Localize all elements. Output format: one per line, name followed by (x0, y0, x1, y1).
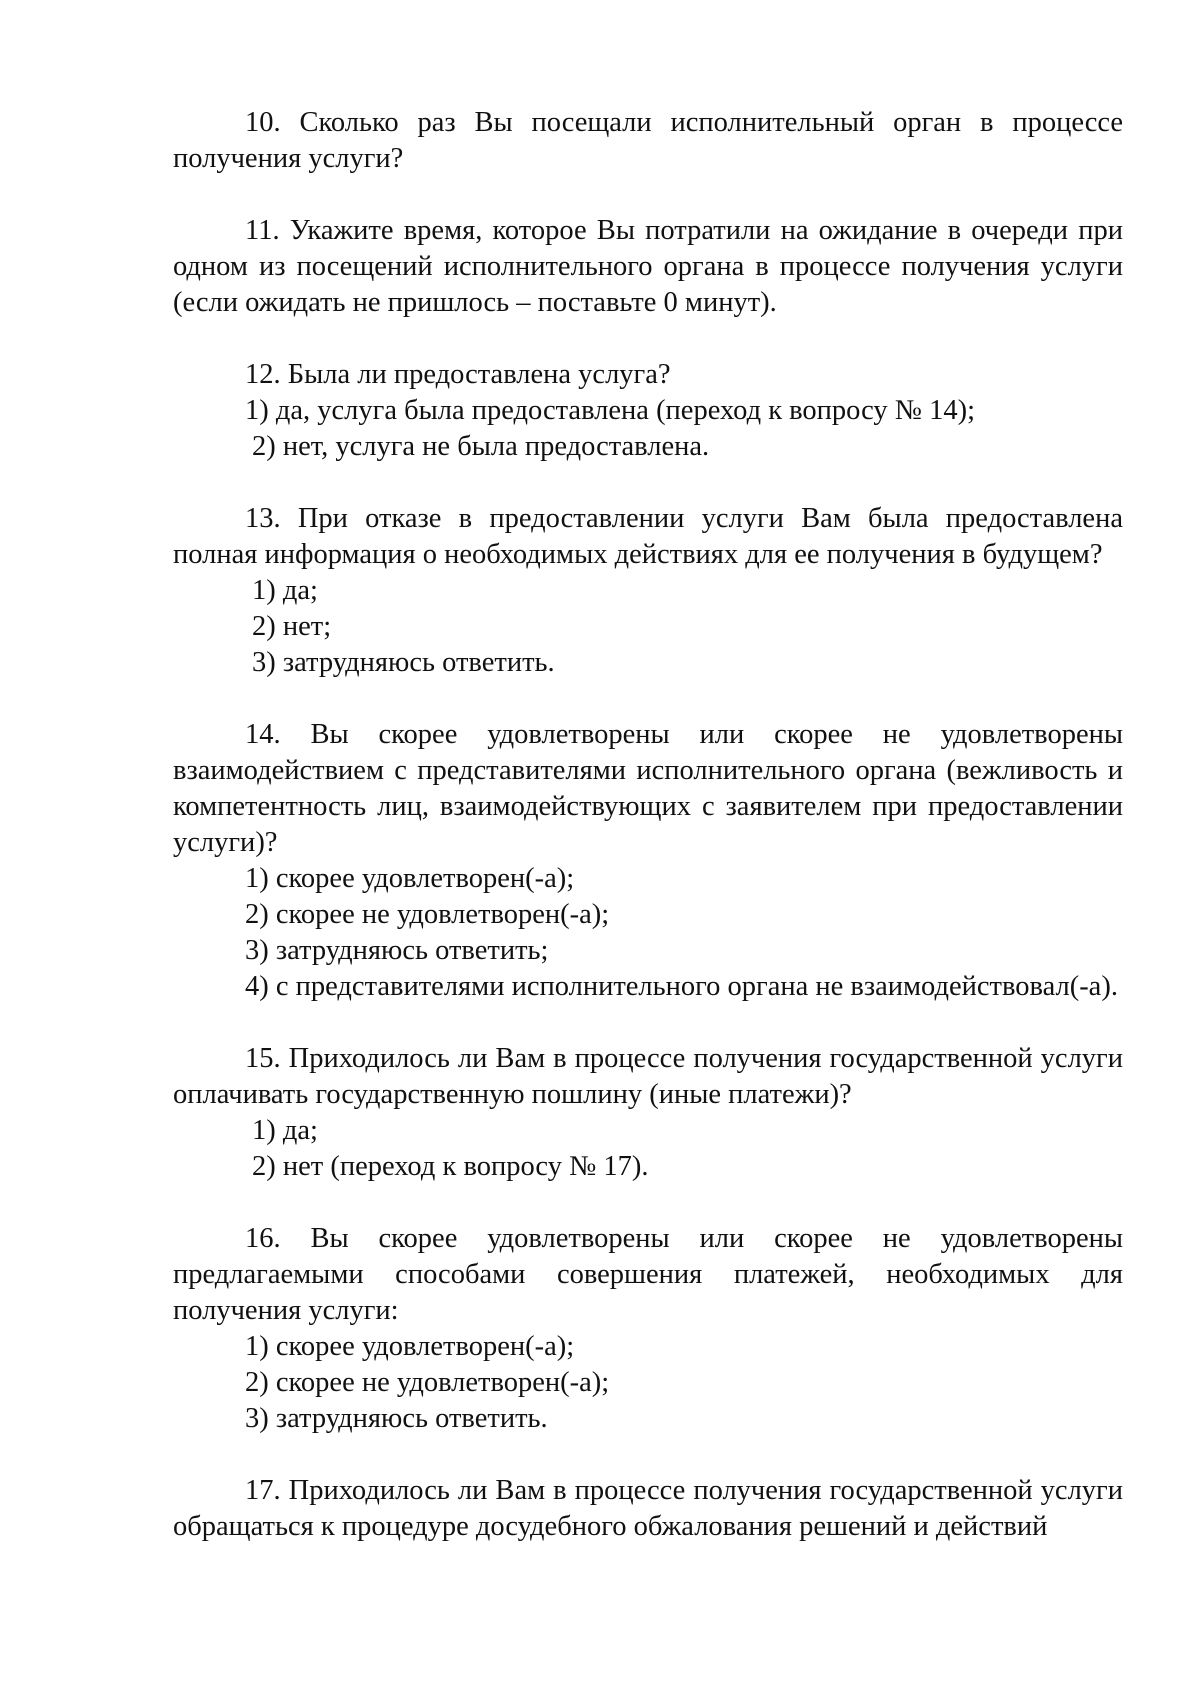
question-17 (173, 1473, 1123, 1545)
answer-option: 1) да, услуга была предоставлена (переход к вопросу № 14); (245, 395, 976, 426)
answer-option: 2) нет (переход к вопросу № 17). (252, 1151, 649, 1182)
question-12 (173, 357, 1123, 465)
answer-option: 3) затрудняюсь ответить. (245, 1403, 548, 1434)
answer-option: 2) нет, услуга не была предоставлена. (252, 431, 710, 462)
answer-option: 4) с представителями исполнительного органа не взаимодействовал(-а). (245, 971, 1118, 1002)
question-text: 15. Приходилось ли Вам в процессе получения государственной услуги оплачивать государственную пошлину (иные платежи)? (173, 1043, 1123, 1110)
question-text: 11. Укажите время, которое Вы потратили на ожидание в очереди при одном из посещений исполнительного органа в процессе получения услуги (если ожидать не пришлось – поставьте 0 минут). (173, 215, 1123, 318)
answer-option: 2) нет; (252, 611, 332, 642)
question-text: 14. Вы скорее удовлетворены или скорее не удовлетворены взаимодействием с представителями исполнительного органа (вежливость и компетентность лиц, взаимодействующих с заявителем при предоставлении услуги)? (173, 719, 1123, 858)
question-text: 13. При отказе в предоставлении услуги Вам была предоставлена полная информация о необходимых действиях для ее получения в будущем? (173, 503, 1123, 570)
question-10 (173, 105, 1123, 177)
answer-option: 1) да; (252, 1115, 318, 1146)
answer-option: 2) скорее не удовлетворен(-а); (245, 1367, 610, 1398)
question-15 (173, 1041, 1123, 1185)
question-text: 17. Приходилось ли Вам в процессе получения государственной услуги обращаться к процедуре досудебного обжалования решений и действий (173, 1475, 1123, 1542)
question-text: 16. Вы скорее удовлетворены или скорее не удовлетворены предлагаемыми способами совершения платежей, необходимых для получения услуги: (173, 1223, 1123, 1326)
answer-option: 1) да; (252, 575, 318, 606)
question-13 (173, 501, 1123, 681)
document-page (173, 105, 1123, 1581)
answer-option: 1) скорее удовлетворен(-а); (245, 863, 575, 894)
question-14 (173, 717, 1123, 1005)
question-11 (173, 213, 1123, 321)
question-16 (173, 1221, 1123, 1437)
answer-option: 3) затрудняюсь ответить. (252, 647, 555, 678)
answer-option: 2) скорее не удовлетворен(-а); (245, 899, 610, 930)
question-text: 12. Была ли предоставлена услуга? (245, 359, 671, 390)
answer-option: 1) скорее удовлетворен(-а); (245, 1331, 575, 1362)
question-text: 10. Сколько раз Вы посещали исполнительный орган в процессе получения услуги? (173, 107, 1123, 174)
answer-option: 3) затрудняюсь ответить; (245, 935, 549, 966)
